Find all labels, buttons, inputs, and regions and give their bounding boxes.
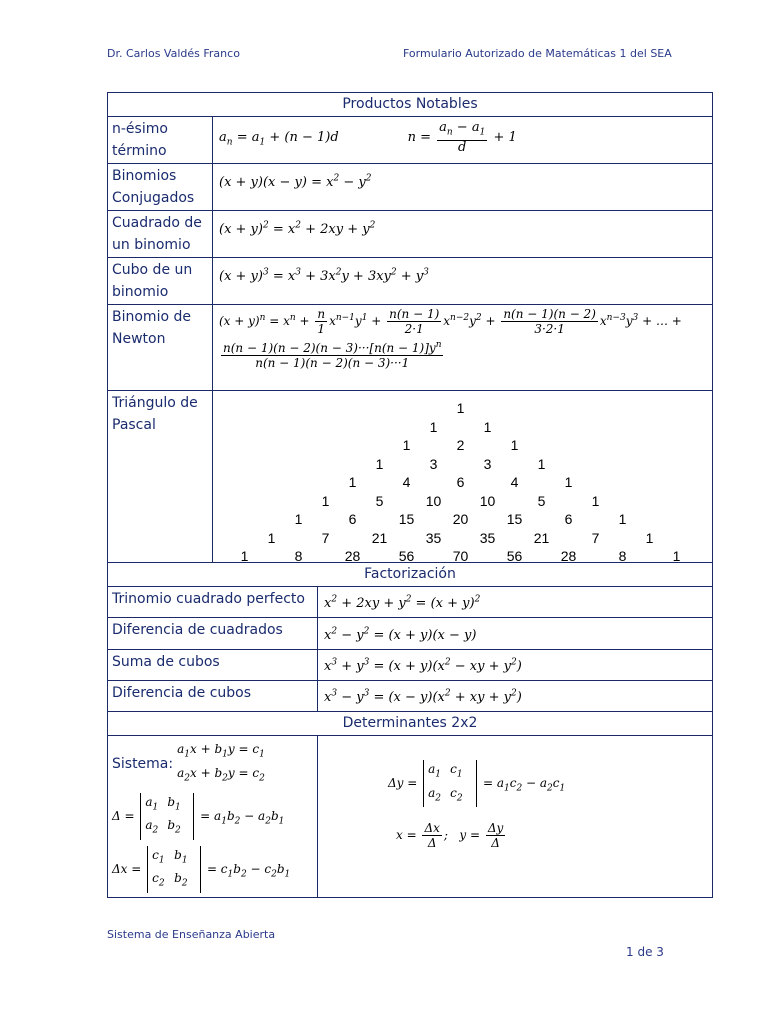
pascal-value: 20 [452,511,469,527]
pascal-row [213,545,708,567]
pascal-value: 1 [564,474,573,490]
pascal-value: 1 [510,437,519,453]
formula-dif-cuadrados: $x^2 - y^2 = (x + y)(x - y)$ [318,618,713,649]
pascal-value: 1 [456,400,465,416]
pascal-value: 3 [483,455,492,472]
pascal-value: 56 [398,548,415,564]
header-title: Formulario Autorizado de Matemáticas 1 del SEA [403,47,672,60]
formula-dif-cubos: $x^3 - y^3 = (x - y)(x^2$ + xy + $y^2$) [318,680,713,711]
determinantes-left: Sistema: $a_1x + b_1y = c_1$ $a_2x + b_2y = c_2$ Δ = $a_1$ $b_1$ $a_2$ $b_2$ = $a_1b_2 - a_2b_1$ Δx = $c_1$ $b_1$ $c_2$ $b_2$ = $c_1b_2 - c_2b_1$ [108,736,318,897]
pascal-value: 4 [402,474,411,490]
pascal-value: 70 [452,548,469,564]
label-dif-cuadrados: Diferencia de cuadrados [108,618,318,649]
pascal-value: 1 [537,455,546,472]
label-cuadrado-binomio: Cuadrado de un binomio [108,211,213,258]
header-author: Dr. Carlos Valdés Franco [107,47,240,60]
formula-binomio-newton: $(x + y)^n = x^n$ + $\frac{n}{1}$ $x^{n-1}y^1$ + $\frac{n(n - 1)}{2\cdot 1}$ $x^{n-2}y^2$ + $\frac{n(n - 1)(n - 2)}{3\cdot 2\cdot 1}$ $x^{n-3}y^3$ + … + $\frac{n(n - 1)(n - 2)(n - 3)\cdot\cdot\cdot[n(n - 1)]y^n}{n(n - 1)(n - 2)(n - 3)\cdot\cdot\cdot 1}$ [213,305,713,391]
pascal-value: 10 [425,492,442,509]
section-determinantes: Determinantes 2x2 [108,712,713,736]
pascal-value: 7 [321,529,330,546]
pascal-value: 10 [479,492,496,509]
pascal-value: 56 [506,548,523,564]
section-factorizacion: Factorización [108,563,713,587]
pascal-value: 28 [344,548,361,564]
pascal-value: 8 [294,548,303,564]
pascal-value: 5 [537,492,546,509]
pascal-value: 1 [267,529,276,546]
pascal-value: 1 [483,418,492,435]
pascal-value: 28 [560,548,577,564]
pascal-triangle [213,391,713,563]
formula-cuadrado-binomio: $(x + y)^2 = x^2 + 2xy + y^2$ [213,211,713,258]
pascal-value: 1 [429,418,438,435]
pascal-value: 3 [429,455,438,472]
pascal-value: 8 [618,548,627,564]
pascal-value: 15 [398,511,415,527]
label-triangulo-pascal: Triángulo de Pascal [108,391,213,563]
pascal-value: 5 [375,492,384,509]
pascal-value: 1 [672,548,681,564]
pascal-value: 21 [533,529,550,546]
label-binomio-newton: Binomio de Newton [108,305,213,391]
label-nesimo-termino: n-ésimo término [108,117,213,164]
determinantes-right: Δy = $a_1$ $c_1$ $a_2$ $c_2$ = $a_1c_2 - a_2c_1$ x = $\frac{\Delta x}{\Delta}$ ; y = $\frac{\Delta y}{\Delta}$ [318,736,713,897]
pascal-value: 1 [348,474,357,490]
label-sistema: Sistema: [112,755,174,772]
formula-cubo-binomio: $(x + y)^3 = x^3 + 3x^2y + 3xy^2 + y^3$ [213,258,713,305]
pascal-value: 6 [564,511,573,527]
label-dif-cubos: Diferencia de cubos [108,680,318,711]
pascal-value: 1 [591,492,600,509]
pascal-value: 21 [371,529,388,546]
pascal-value: 4 [510,474,519,490]
pascal-value: 6 [348,511,357,527]
label-suma-cubos: Suma de cubos [108,649,318,680]
pascal-value: 6 [456,474,465,490]
formula-table [107,92,713,898]
formula-nesimo-termino: $a_n = a_1 + (n - 1)d$ n = $\frac{a_n - a_1}{d}$ + 1 [213,117,713,164]
pascal-value: 7 [591,529,600,546]
pascal-value: 2 [456,437,465,453]
label-trinomio: Trinomio cuadrado perfecto [108,587,318,618]
pascal-value: 1 [402,437,411,453]
pascal-value: 1 [321,492,330,509]
page-number: 1 de 3 [626,945,664,959]
label-cubo-binomio: Cubo de un binomio [108,258,213,305]
pascal-value: 35 [425,529,442,546]
pascal-value: 15 [506,511,523,527]
formula-suma-cubos: $x^3 + y^3 = (x + y)(x^2$ − xy + $y^2$) [318,649,713,680]
section-productos-notables: Productos Notables [108,93,713,117]
pascal-value: 1 [645,529,654,546]
formula-binomios-conjugados: $(x + y)(x - y) = x^2 - y^2$ [213,164,713,211]
pascal-value: 35 [479,529,496,546]
formula-trinomio: $x^2 + 2xy + y^2 = (x + y)^2$ [318,587,713,618]
label-binomios-conjugados: Binomios Conjugados [108,164,213,211]
pascal-value: 1 [618,511,627,527]
pascal-value: 1 [240,548,249,564]
footer-institution: Sistema de Enseñanza Abierta [107,928,276,941]
pascal-value: 1 [375,455,384,472]
pascal-value: 1 [294,511,303,527]
